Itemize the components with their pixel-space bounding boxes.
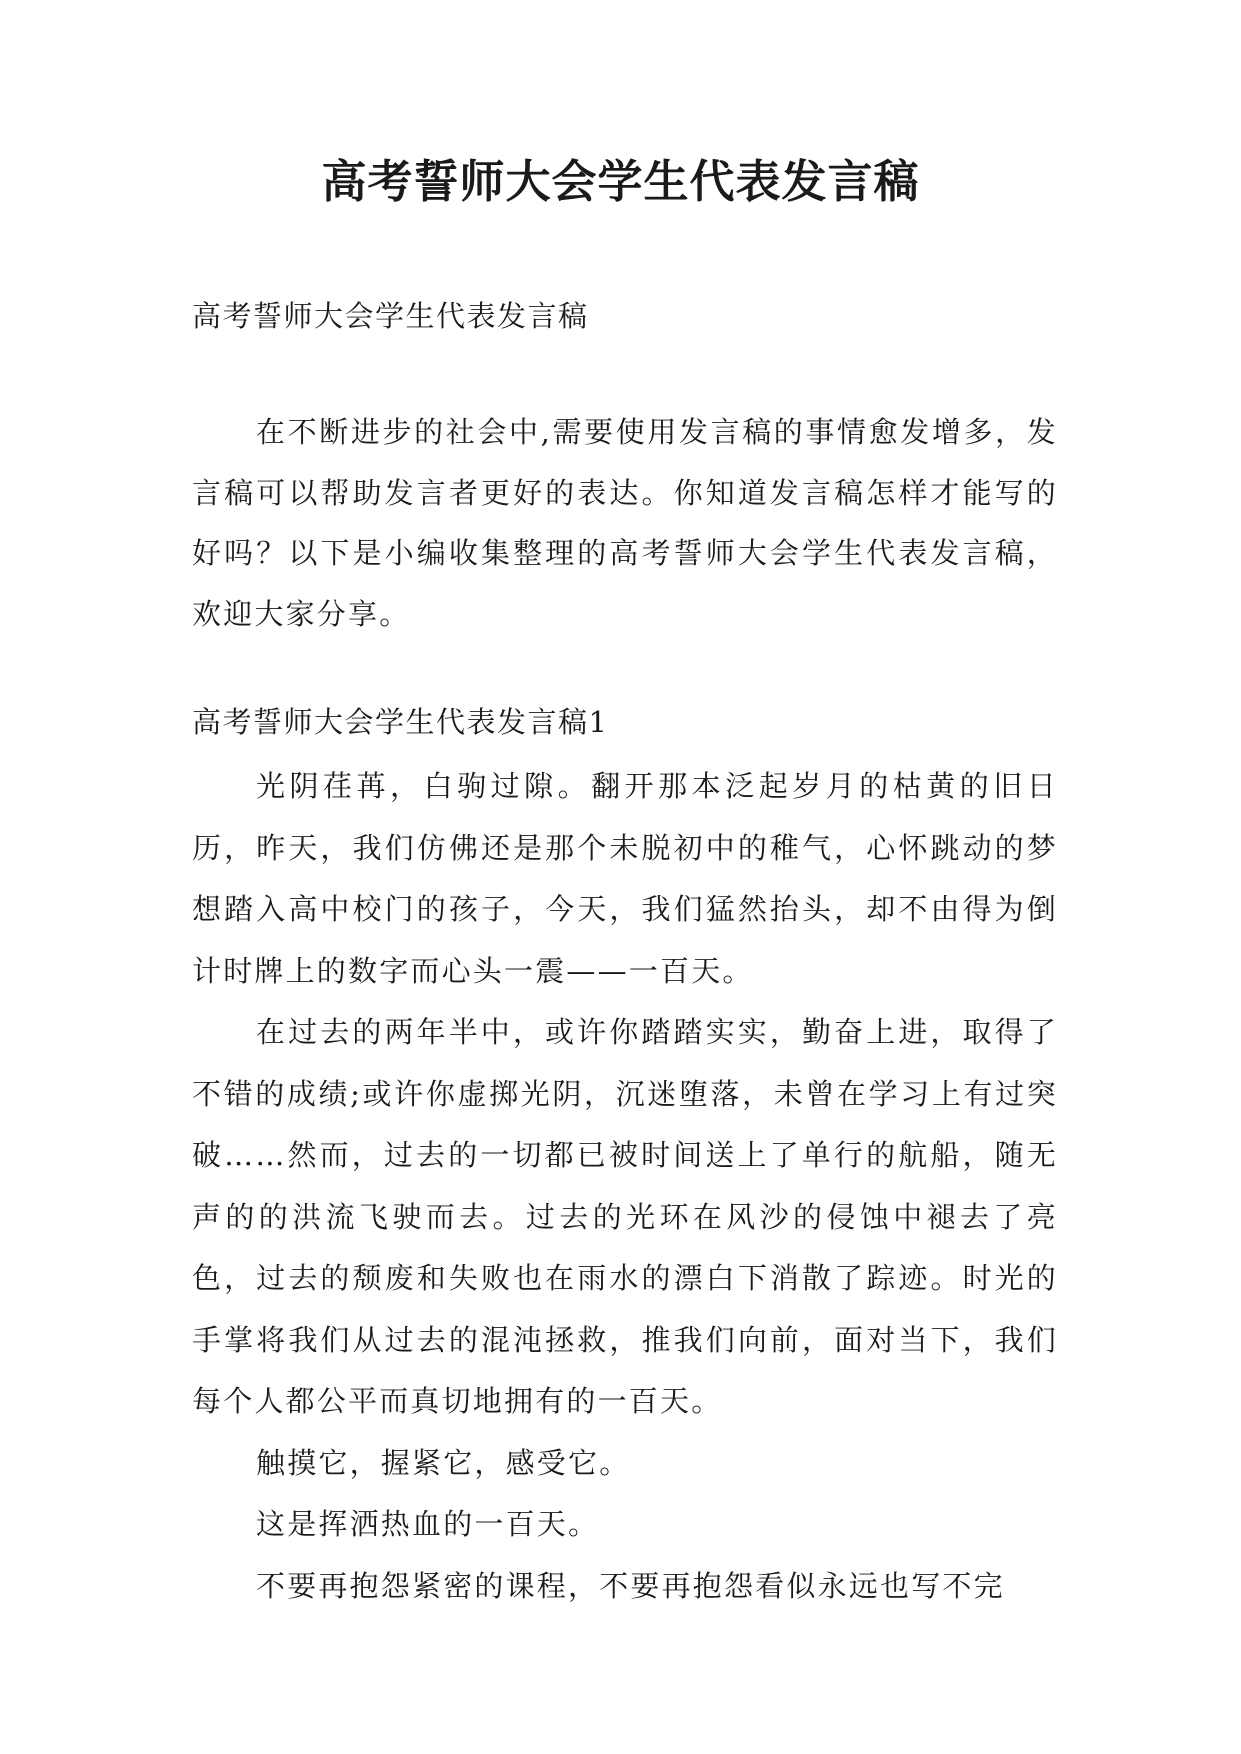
body-paragraph: 触摸它，握紧它，感受它。 — [256, 1445, 631, 1480]
body-paragraph: 这是挥洒热血的一百天。 — [256, 1507, 600, 1541]
speech-body — [192, 756, 1058, 1617]
document-subtitle: 高考誓师大会学生代表发言稿 — [192, 299, 589, 333]
body-paragraph: 不要再抱怨紧密的课程，不要再抱怨看似永远也写不完 — [256, 1568, 1005, 1603]
body-paragraph: 光阴荏苒，白驹过隙。翻开那本泛起岁月的枯黄的旧日历，昨天，我们仿佛还是那个未脱初中的稚气，心怀跳动的梦想踏入高中校门的孩子，今天，我们猛然抬头，却不由得为倒计时牌上的数字而心头一震——一百天。 — [192, 769, 1058, 988]
intro-paragraph: 在不断进步的社会中,需要使用发言稿的事情愈发增多，发言稿可以帮助发言者更好的表达。你知道发言稿怎样才能写的好吗？以下是小编收集整理的高考誓师大会学生代表发言稿，欢迎大家分享。 — [192, 415, 1058, 631]
body-paragraph: 在过去的两年半中，或许你踏踏实实，勤奋上进，取得了不错的成绩;或许你虚掷光阴，沉迷堕落，未曾在学习上有过突破……然而，过去的一切都已被时间送上了单行的航船，随无声的的洪流飞驶而去。过去的光环在风沙的侵蚀中褪去了亮色，过去的颓废和失败也在雨水的漂白下消散了踪迹。时光的手掌将我们从过去的混沌拯救，推我们向前，面对当下，我们每个人都公平而真切地拥有的一百天。 — [192, 1015, 1058, 1418]
document-title: 高考誓师大会学生代表发言稿 — [321, 155, 920, 208]
section-heading: 高考誓师大会学生代表发言稿1 — [192, 705, 609, 739]
